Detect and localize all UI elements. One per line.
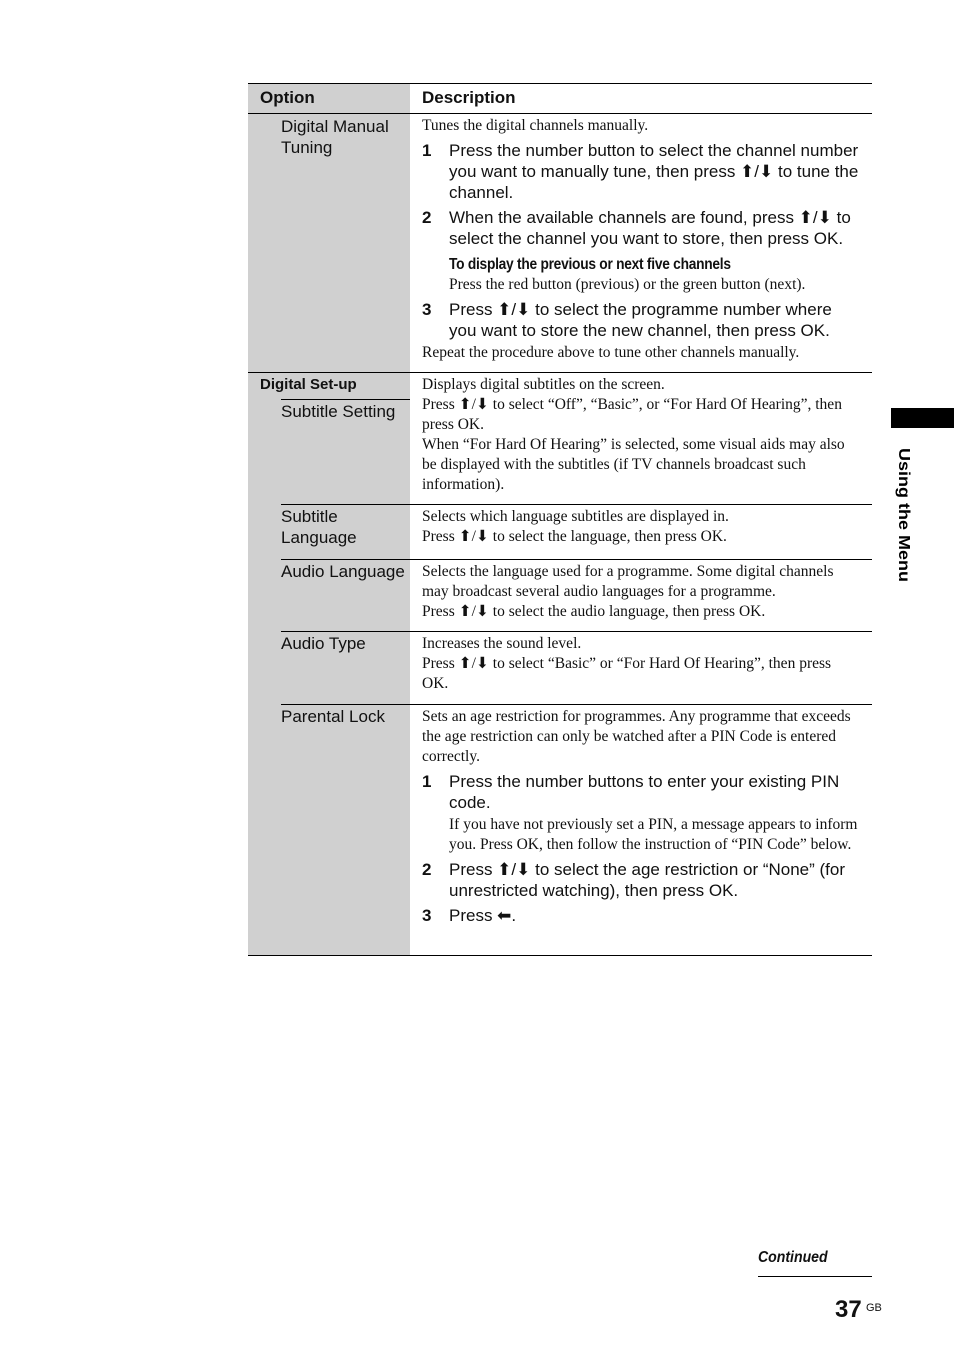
description-text: Sets an age restriction for programmes. Any programme that exceeds the age restriction can only be watched after a PIN Code is entered correctly. (422, 708, 851, 765)
description-text: Press ⬆/⬇ to select “Off”, “Basic”, or “For Hard Of Hearing”, then press OK. (422, 396, 842, 433)
description-text: Tunes the digital channels manually. (422, 117, 649, 134)
description-text: Press the red button (previous) or the green button (next). (449, 276, 806, 293)
table-header (248, 84, 872, 114)
step: 1 Press the number button to select the channel number you want to manually tune, then press ⬆/⬇ to tune the channel. (422, 141, 859, 202)
table-row (248, 114, 872, 372)
option-audio-language: Audio Language (281, 562, 405, 581)
section-tab-marker (891, 408, 954, 428)
table-row (248, 559, 872, 631)
description-text: Displays digital subtitles on the screen. (422, 376, 665, 393)
page-suffix: GB (866, 1302, 882, 1314)
header-description: Description (422, 88, 516, 107)
description-text: Selects the language used for a programme. Some digital channels may broadcast several audio languages for a programme. (422, 563, 834, 600)
description-text: Press ⬆/⬇ to select the language, then press OK. (422, 528, 727, 545)
step: 3 Press ⬆/⬇ to select the programme number where you want to store the new channel, then press OK. (422, 300, 832, 340)
description-text: Press ⬆/⬇ to select “Basic” or “For Hard Of Hearing”, then press OK. (422, 655, 832, 692)
table-row (248, 372, 872, 504)
divider (758, 1276, 872, 1277)
description-text: Selects which language subtitles are displayed in. (422, 508, 729, 525)
options-table (248, 83, 872, 956)
description-text: Press ⬆/⬇ to select the audio language, then press OK. (422, 603, 766, 620)
subheading: To display the previous or next five channels (449, 256, 731, 273)
section-digital-setup: Digital Set-up (260, 376, 357, 393)
table-row (248, 631, 872, 704)
step: 2 Press ⬆/⬇ to select the age restriction or “None” (for unrestricted watching), then press OK. (422, 860, 846, 900)
description-text: When “For Hard Of Hearing” is selected, some visual aids may also be displayed with the subtitles (if TV channels broadcast such information). (422, 436, 845, 493)
option-audio-type: Audio Type (281, 634, 366, 653)
option-subtitle-language: Subtitle Language (281, 507, 357, 547)
header-option: Option (248, 84, 410, 113)
step: 2 When the available channels are found, press ⬆/⬇ to select the channel you want to store, then press OK. (422, 208, 851, 248)
description-text: Increases the sound level. (422, 635, 582, 652)
section-tab-label: Using the Menu (895, 448, 913, 582)
step: 3 Press ⬅. (422, 906, 517, 925)
page-number: 37 (835, 1296, 862, 1323)
table-row (248, 504, 872, 559)
continued-label: Continued (758, 1249, 828, 1266)
option-parental-lock: Parental Lock (281, 707, 385, 726)
step-note: If you have not previously set a PIN, a message appears to inform you. Press OK, then follow the instruction of “PIN Code” below. (449, 816, 858, 853)
option-digital-manual-tuning: Digital Manual Tuning (281, 117, 389, 157)
table-row (248, 704, 872, 955)
step: 1 Press the number buttons to enter your existing PIN code. (422, 772, 840, 812)
description-text: Repeat the procedure above to tune other channels manually. (422, 344, 800, 361)
option-subtitle-setting: Subtitle Setting (281, 402, 396, 421)
